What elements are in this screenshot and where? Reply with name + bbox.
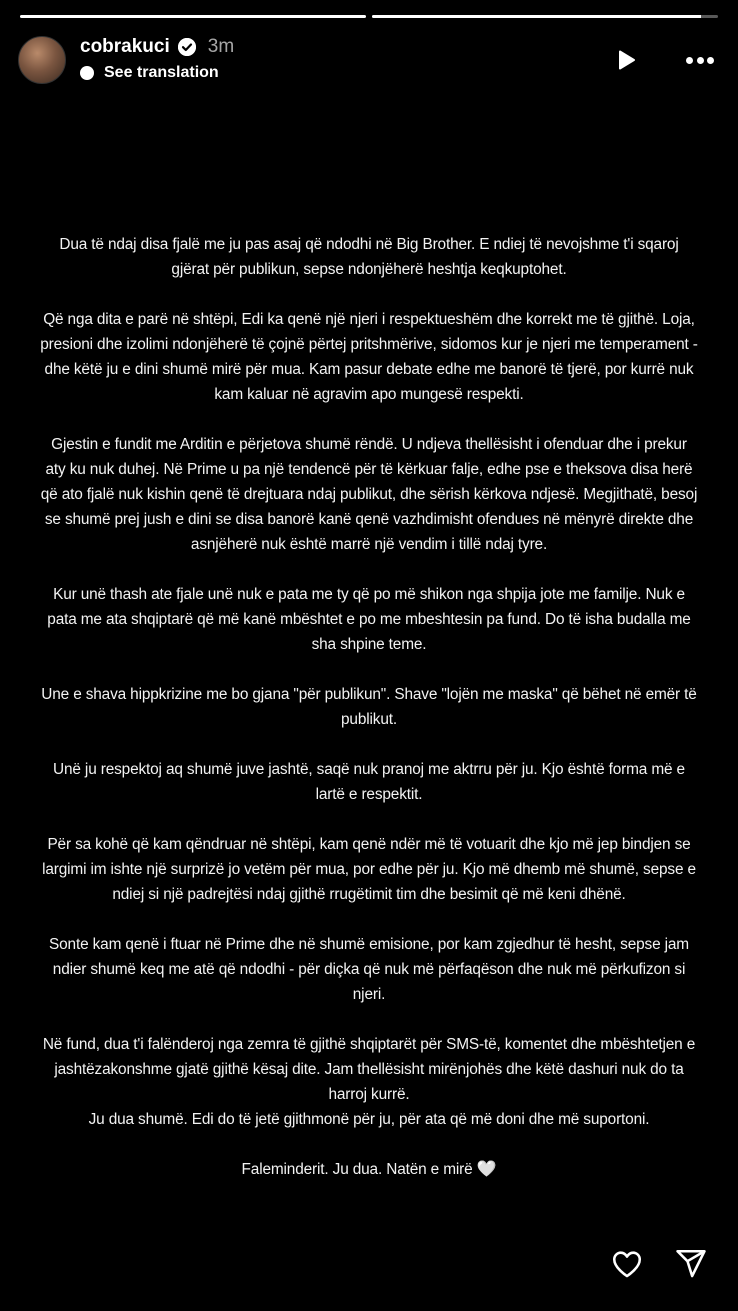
story-text [40, 232, 698, 1207]
paragraph-10: Ju dua shumë. Edi do të jetë gjithmonë për ju, për ata që më doni dhe më suportoni. [88, 1111, 650, 1128]
paragraph-8: Sonte kam qenë i ftuar në Prime dhe në shumë emisione, por kam zgjedhur të hesht, sepse jam ndier shumë keq me atë që ndodhi - për diçka që nuk më përfaqëson dhe nuk më përkufizon si njeri. [49, 936, 689, 1003]
paragraph-7: Për sa kohë që kam qëndruar në shtëpi, kam qenë ndër më të votuarit dhe kjo më jep bindjen se largimi im ishte një surprizë jo vetëm për mua, por edhe për ju. Kjo më dhemb më shumë, sepse e ndiej si një padrejtësi ndaj gjithë rrugëtimit tim dhe besimit që më keni dhënë. [42, 836, 696, 903]
send-icon[interactable] [674, 1247, 708, 1281]
progress-fill-2 [372, 15, 701, 18]
story-footer [610, 1247, 708, 1281]
paragraph-6: Unë ju respektoj aq shumë juve jashtë, saqë nuk pranoj me aktrru për ju. Kjo është forma më e lartë e respektit. [53, 761, 685, 803]
paragraph-3: Gjestin e fundit me Arditin e përjetova shumë rëndë. U ndjeva thellësisht i ofenduar dhe i prekur aty ku nuk duhej. Në Prime u pa një tendencë për të kërkuar falje, edhe pse e theksova disa herë që ato fjalë nuk kishin qenë të drejtuara ndaj publikut, dhe sërish kërkova ndjesë. Megjithatë, besoj se shumë prej jush e dini se disa banorë kanë qenë vazhdimisht ofendues në mënyrë direkte dhe asnjëherë nuk është marrë një vendim i tillë ndaj tyre. [40, 436, 698, 553]
play-icon[interactable] [614, 48, 638, 72]
verified-badge-icon [178, 38, 196, 56]
username[interactable]: cobrakuci [80, 36, 170, 57]
avatar[interactable] [18, 36, 66, 84]
more-dot [697, 57, 704, 64]
user-line [80, 36, 234, 58]
story-progress-bar [20, 15, 718, 19]
paragraph-1: Dua të ndaj disa fjalë me ju pas asaj që ndodhi në Big Brother. E ndiej të nevojshme t'i sqaroj gjërat për publikun, sepse ndonjëherë heshtja keqkuptohet. [59, 236, 679, 278]
globe-icon [80, 66, 94, 80]
white-heart-emoji: 🤍 [476, 1161, 497, 1178]
closing-text: Faleminderit. Ju dua. Natën e mirë [241, 1161, 473, 1178]
progress-fill-1 [20, 15, 366, 18]
see-translation-label: See translation [104, 64, 219, 81]
paragraph-9: Në fund, dua t'i falënderoj nga zemra të gjithë shqiptarët për SMS-të, komentet dhe mbështetjen e jashtëzakonshme gjatë gjithë kësaj dite. Jam thellësisht mirënjohës dhe këtë dashuri nuk do ta harroj kurrë. [42, 1036, 696, 1103]
story-header [18, 32, 720, 92]
more-dot [707, 57, 714, 64]
progress-segment-1 [20, 15, 366, 18]
paragraph-4: Kur unë thash ate fjale unë nuk e pata me ty që po më shikon nga shpija jote me familje. Nuk e pata me ata shqiptarë që më kanë mbështet e po me mbeshtesin pa fund. Do të isha budalla me sha shpine teme. [47, 586, 691, 653]
paragraph-2: Që nga dita e parë në shtëpi, Edi ka qenë një njeri i respektueshëm dhe korrekt me të gjithë. Loja, presioni dhe izolimi ndonjëherë të çojnë përtej pritshmërive, sidomos kur je njeri me temperament - dhe këtë ju e dini shumë mirë për mua. Kam pasur debate edhe me banorë të tjerë, por kurrë nuk kam kaluar në agravim apo mungesë respekti. [40, 311, 698, 403]
more-dot [686, 57, 693, 64]
progress-segment-2 [372, 15, 718, 18]
heart-icon[interactable] [610, 1247, 644, 1281]
more-horizontal-icon[interactable] [680, 48, 720, 72]
see-translation-button[interactable] [80, 64, 219, 82]
closing-line [40, 1157, 698, 1182]
paragraph-5: Une e shava hippkrizine me bo gjana "për publikun". Shave "lojën me maska" që bëhet në emër të publikut. [41, 686, 697, 728]
post-time: 3m [207, 36, 235, 57]
